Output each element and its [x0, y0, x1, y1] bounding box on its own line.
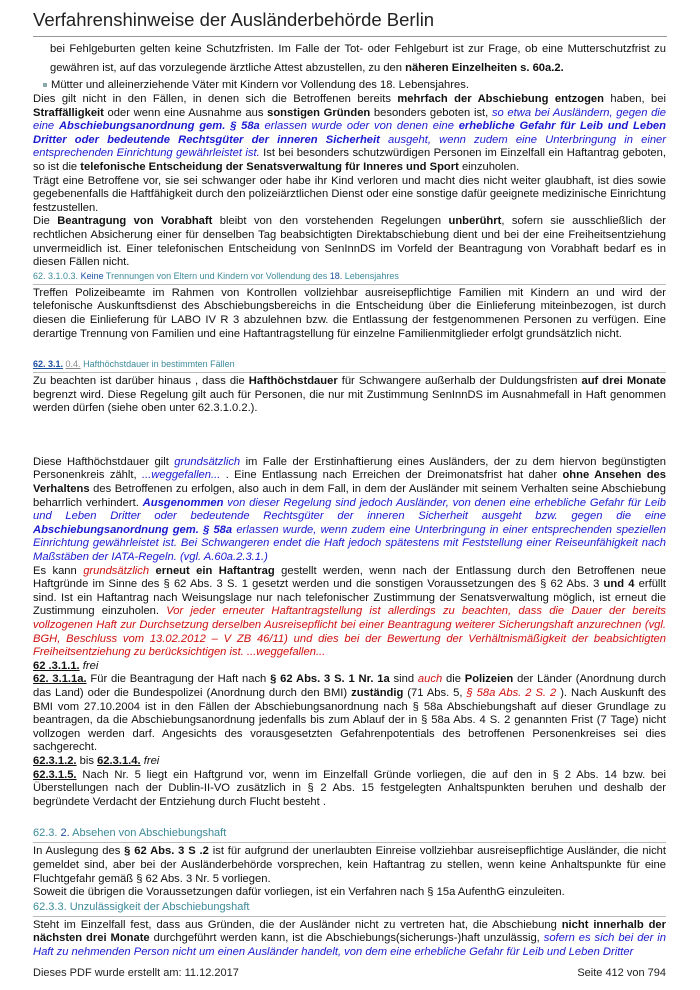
- header-divider: [33, 36, 667, 37]
- paragraph-advance-detention: Die Beantragung von Vorabhaft bleibt von den vorstehenden Regelungen unberührt, sofern sie ausschließlich der rechtlichen Absicherung einer für denselben Tag beabsichtigten Direktabschiebung dient und bei der eine Freiheitsentziehung unvermeidlich ist. Einer telefonischen Entscheidung von SenInnDS im Vorfeld der Beantragung von Vorabhaft bedarf es in diesen Fällen nicht.: [33, 215, 666, 269]
- bullet-item-mothers: Mütter und alleinerziehende Väter mit Kindern vor Vollendung des 18. Lebensjahres.: [43, 78, 666, 93]
- paragraph-new-application: Es kann grundsätzlich erneut ein Haftantrag gestellt werden, wenn nach der Entlassung durch den Betroffenen neue Haftgründe im Sinne des § 62 Abs. 3 S. 1 gesetzt werden und die sonstigen Voraussetzungen des § 62 Abs. 3 und 4 erfüllt sind. Ist ein Haftantrag nach Weisungslage nur nach telefonischer Zustimmung der Senatsverwaltung möglich, ist erneut die Zustimmung einzuholen. Vor jeder erneuter Haftantragstellung ist allerdings zu beachten, dass die Dauer der bereits vollzogenen Haft zur Durchsetzung derselben Ausreisepflicht bei einer Beantragung weiterer Sicherungshaft anzurechnen (vgl. BGH, Beschluss vom 13.02.2012 – V ZB 46/11) und dies bei der Bewertung der Verhältnismäßigkeit der beabsichtigten Freiheitsentziehung zu berücksichtigen ist. ...weggefallen...: [33, 564, 666, 659]
- subsection-62-3-1-5: 62.3.1.5. Nach Nr. 5 liegt ein Haftgrund vor, wenn im Einzelfall Gründe vorliegen, die auf den in § 2 Abs. 14 bzw. bei Überstellungen nach der Dublin-II-VO zusätzlich in § 2 Abs. 15 festgelegten Anhaltspunkten beruhen und deshalb der begründete Verdacht der Entziehung durch Flucht besteht .: [33, 768, 666, 808]
- subsection-62-3-1-1a: 62. 3.1.1a. Für die Beantragung der Haft nach § 62 Abs. 3 S. 1 Nr. 1a sind auch die Polizeien der Länder (Anordnung durch das Land) oder die Bundespolizei (Anordnung durch den BMI) zuständig (71 Abs. 5, § 58a Abs. 2 S. 2 ). Nach Auskunft des BMI vom 27.10.2004 ist in den Fällen der Abschiebungsanordnung nach § 58a Abschiebungshaft auf dieser Grundlage zu beantragen, da die Abschiebungsanordnung jedenfalls bis zum Ablauf der in § 58a Abs. 4 S. 2 genannten Frist (7 Tage) nicht vollzogen werden darf. Angesichts des vorausgesetzten Gefahrenpotentials des betroffenen Personenkreises sei dies sachgerecht.: [33, 673, 667, 754]
- section-heading-62-3-3: 62.3.3. Unzulässigkeit der Abschiebungshaft: [33, 900, 666, 917]
- bullet-icon: [43, 83, 47, 87]
- paragraph-first-detention: Diese Hafthöchstdauer gilt grundsätzlich im Falle der Erstinhaftierung eines Ausländers, der zu dem hiervon begünstigten Personenkreis zählt, ...weggefallen... . Eine Entlassung nach Erreichen der Dreimonatsfrist hat daher ohne Ansehen des Verhaltens des Betroffenen zu erfolgen, also auch in dem Fall, in dem der Ausländer mit seinem Verhalten seine Abschiebung beharrlich verhindert. Ausgenommen von dieser Regelung sind jedoch Ausländer, von denen eine erhebliche Gefahr für Leib und Leben Dritter oder bedeutende Rechtsgüter der inneren Sicherheit ausgeht bzw. gegen die eine Abschiebungsanordnung gem. § 58a erlassen wurde, wenn zudem eine Unterbringung in einer entsprechenden speziellen Einrichtung gewährleistet ist. Bei Schwangeren endet die Haft jedoch spätestens mit Feststellung einer Reiseunfähigkeit nach Maßstäben der IATA-Regeln. (vgl. A.60a.2.3.1.): [33, 455, 666, 564]
- paragraph-max-duration: Zu beachten ist darüber hinaus , dass die Hafthöchstdauer für Schwangere außerhalb der Duldungsfristen auf drei Monate begrenzt wird. Diese Regelung gilt auch für Personen, die nur mit Zustimmung SenInnDS im Ausnahmefall in Haft genommen werden dürfen (siehe oben unter 62.3.1.0.2.).: [33, 375, 667, 415]
- paragraph-exceptions: Dies gilt nicht in den Fällen, in denen sich die Betroffenen bereits mehrfach der Abschiebung entzogen haben, bei Straffälligkeit oder wenn eine Ausnahme aus sonstigen Gründen besonders geboten ist, so etwa bei Ausländern, gegen die eine Abschiebungsanordnung gem. § 58a erlassen wurde oder von denen eine erhebliche Gefahr für Leib und Leben Dritter oder bedeutende Rechtsgüter der inneren Sicherheit ausgeht, wenn zudem eine Unterbringung in einer entsprechenden Einrichtung gewährleistet ist. Ist bei besonders schutzwürdigen Personen im Einzelfall ein Haftantrag geboten, so ist die telefonische Entscheidung der Senatsverwaltung für Inneres und Sport einzuholen.: [33, 93, 667, 173]
- paragraph-15a-procedure: Soweit die übrigen die Voraussetzungen dafür vorliegen, ist ein Verfahren nach § 15a AufenthG einzuleiten.: [33, 886, 565, 899]
- subsection-62-3-1-2-to-4: 62.3.1.2. bis 62.3.1.4. frei: [33, 754, 160, 767]
- page-header-title: Verfahrenshinweise der Ausländerbehörde Berlin: [33, 9, 435, 30]
- section-heading-62-3-1-0-3: 62. 3.1.0.3. Keine Trennungen von Eltern und Kindern vor Vollendung des 18. Lebensjahres: [33, 270, 666, 285]
- paragraph-stillbirth: bei Fehlgeburten gelten keine Schutzfristen. Im Falle der Tot- oder Fehlgeburt ist zur Frage, ob eine Mutterschutzfrist zu gewähren ist, auf das vorzulegende ärztliche Attest abzustellen, zu den näheren Einzelheiten s. 60a.2.: [50, 43, 666, 74]
- footer-created-date: Dieses PDF wurde erstellt am: 11.12.2017: [33, 967, 239, 979]
- paragraph-pregnancy-claim: Trägt eine Betroffene vor, sie sei schwanger oder habe ihr Kind verloren und macht dies nicht weiter glaubhaft, ist dies sowie gegebenenfalls die Haftfähigkeit durch den polizeiärztlichen Dienst oder eine sonstige dafür geeignete medizinische Einrichtung festzustellen.: [33, 174, 666, 214]
- footer-page-number: Seite 412 von 794: [577, 967, 666, 979]
- section-heading-62-3-1-0-4: 62. 3.1. 0.4. Hafthöchstdauer in bestimmten Fällen: [33, 358, 666, 373]
- document-body: [33, 40, 666, 959]
- paragraph-family-separation: Treffen Polizeibeamte im Rahmen von Kontrollen vollziehbar ausreisepflichtige Familien mit Kindern an und wird der telefonische Auskunftsdienst des Abschiebungsbereichs in die Entscheidung über die Einlieferung miteinbezogen, ist durch diesen die Einlieferung für LABO IV R 3 abzulehnen bzw. die Entlassung der festgenommenen Personen zu verfügen. Eine derartige Trennung von Familien und eine Haftantragstellung für einzelne Familienmitglieder erfolgt grundsätzlich nicht.: [33, 286, 666, 340]
- section-heading-62-3-2: 62.3. 2. Absehen von Abschiebungshaft: [33, 826, 666, 843]
- subsection-62-3-1-1: 62 .3.1.1. frei: [33, 659, 99, 672]
- paragraph-no-detention: In Auslegung des § 62 Abs. 3 S .2 ist für aufgrund der unerlaubten Einreise vollziehbar ausreisepflichtige Ausländer, die nicht gemeldet sind, aber bei der Ausländerbehörde vorsprechen, kein Haftantrag zu stellen, wenn keine Anhaltspunkte für eine Fluchtgefahr gemäß § 62 Abs. 3 Nr. 5 vorliegen.: [33, 845, 666, 885]
- paragraph-inadmissibility: Steht im Einzelfall fest, dass aus Gründen, die der Ausländer nicht zu vertreten hat, die Abschiebung nicht innerhalb der nächsten drei Monate durchgeführt werden kann, ist die Abschiebungs(sicherungs-)haft unzulässig, sofern es sich bei der in Haft zu nehmenden Person nicht um einen Ausländer handelt, von dem eine erhebliche Gefahr für Leib und Leben Dritter: [33, 918, 667, 958]
